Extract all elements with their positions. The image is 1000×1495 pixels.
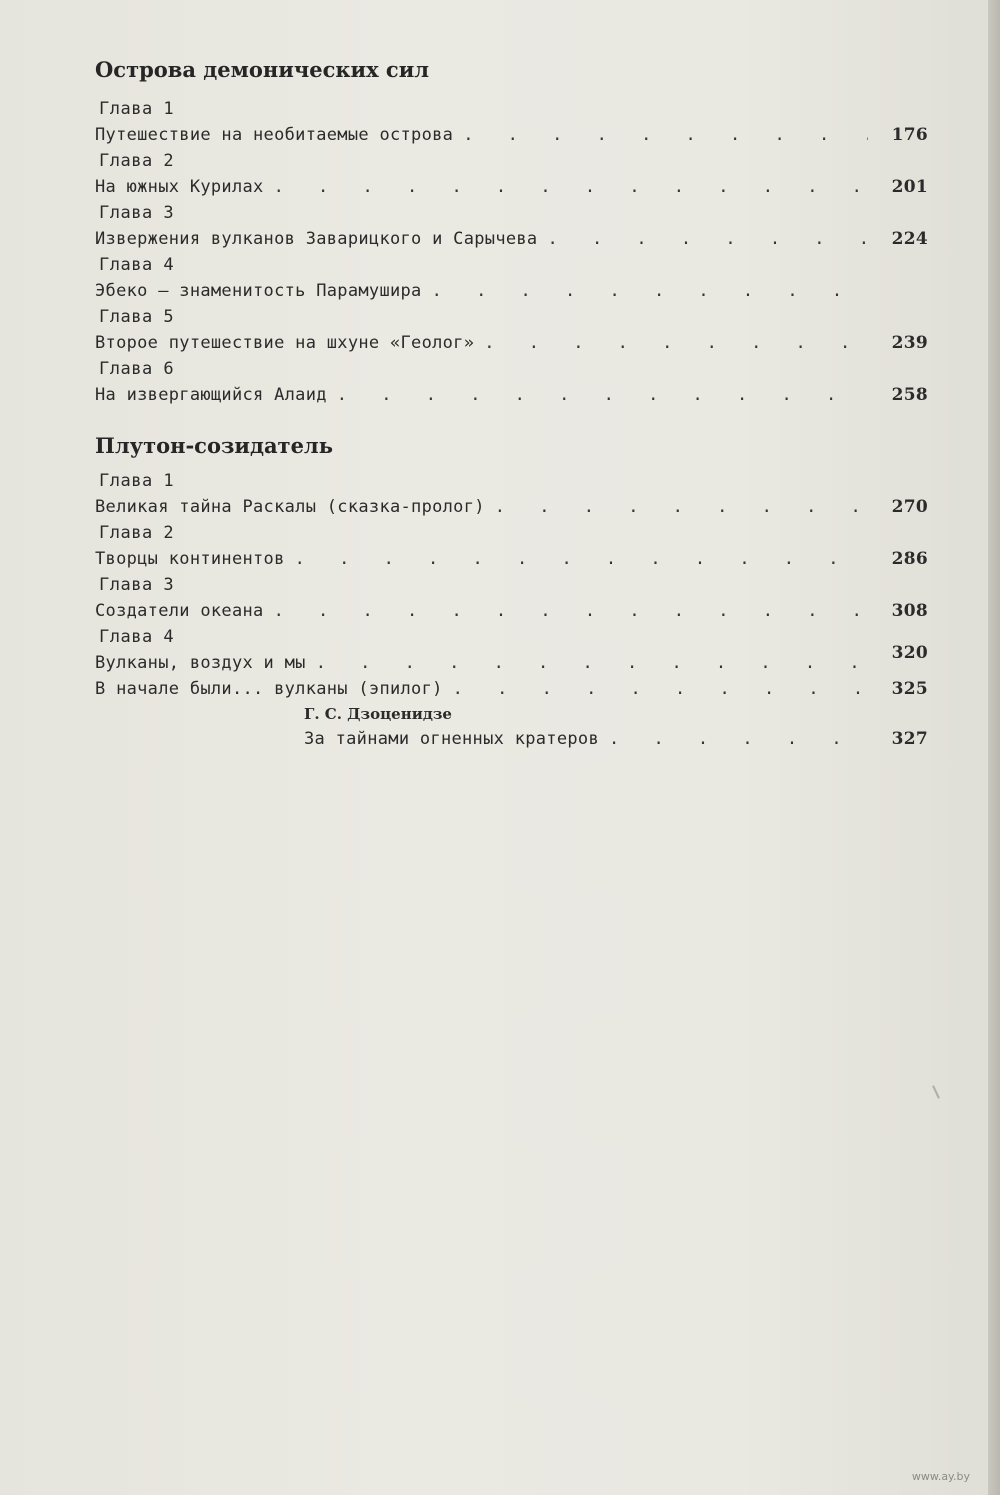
- toc-entry: [95, 226, 928, 252]
- section-title-islands: Острова демонических сил: [95, 57, 430, 82]
- dot-leader: [547, 226, 868, 252]
- toc-entry: [95, 546, 928, 572]
- dot-leader: [432, 278, 868, 304]
- page-number: 308: [891, 601, 928, 621]
- chapter-label: Глава 3: [99, 203, 175, 223]
- toc-entry: [95, 174, 928, 200]
- entry-title: Создатели океана: [95, 601, 264, 621]
- page-number: 327: [891, 729, 928, 749]
- section-title-pluto: Плутон-созидатель: [95, 433, 333, 458]
- afterword-author: Г. С. Дзоценидзе: [304, 705, 452, 723]
- dot-leader: [337, 382, 868, 408]
- toc-entry: [95, 643, 928, 676]
- chapter-label: Глава 4: [99, 627, 175, 647]
- dot-leader: [274, 598, 868, 624]
- table-of-contents: [95, 52, 928, 752]
- dot-leader: [295, 546, 868, 572]
- watermark: www.ay.by: [911, 1470, 970, 1483]
- page-number: 270: [891, 497, 928, 517]
- page-number: 286: [891, 549, 928, 569]
- chapter-label: Глава 1: [99, 471, 175, 491]
- chapter-label: Глава 3: [99, 575, 175, 595]
- entry-title: За тайнами огненных кратеров: [304, 729, 599, 749]
- toc-entry: [95, 278, 928, 304]
- page-number: 239: [891, 333, 928, 353]
- chapter-label: Глава 2: [99, 523, 175, 543]
- entry-title: Извержения вулканов Заварицкого и Сарычева: [95, 229, 538, 249]
- chapter-label: Глава 6: [99, 359, 175, 379]
- page-number: 258: [891, 385, 928, 405]
- toc-entry-epilogue: [95, 676, 928, 702]
- chapter-label: Глава 2: [99, 151, 175, 171]
- page-number: 201: [891, 177, 928, 197]
- entry-title: Творцы континентов: [95, 549, 285, 569]
- entry-title: На извергающийся Алаид: [95, 385, 327, 405]
- toc-entry: [95, 122, 928, 148]
- dot-leader: [453, 676, 868, 702]
- page-edge: [988, 0, 1000, 1495]
- toc-entry: [95, 494, 928, 520]
- chapter-label: Глава 5: [99, 307, 175, 327]
- page-number: 224: [891, 229, 928, 249]
- toc-entry-afterword: [95, 726, 928, 752]
- dot-leader: [274, 174, 868, 200]
- chapter-label: Глава 1: [99, 99, 175, 119]
- page-number: 176: [891, 125, 928, 145]
- dot-leader: [609, 726, 868, 752]
- paper-mark: [932, 1085, 940, 1099]
- dot-leader: [495, 494, 868, 520]
- chapter-label: Глава 4: [99, 255, 175, 275]
- entry-title: Великая тайна Раскалы (сказка-пролог): [95, 497, 485, 517]
- entry-title: Второе путешествие на шхуне «Геолог»: [95, 333, 475, 353]
- entry-title: Путешествие на необитаемые острова: [95, 125, 454, 145]
- dot-leader: [484, 330, 868, 356]
- toc-entry: [95, 598, 928, 624]
- dot-leader: [463, 122, 868, 148]
- entry-title: Вулканы, воздух и мы: [95, 653, 306, 673]
- toc-entry: [95, 330, 928, 356]
- dot-leader: [316, 650, 868, 676]
- toc-entry: [95, 382, 928, 408]
- entry-title: На южных Курилах: [95, 177, 264, 197]
- entry-title: Эбеко — знаменитость Парамушира: [95, 281, 422, 301]
- page-number: 320: [891, 643, 928, 663]
- page-number: 325: [891, 679, 928, 699]
- entry-title: В начале были... вулканы (эпилог): [95, 679, 443, 699]
